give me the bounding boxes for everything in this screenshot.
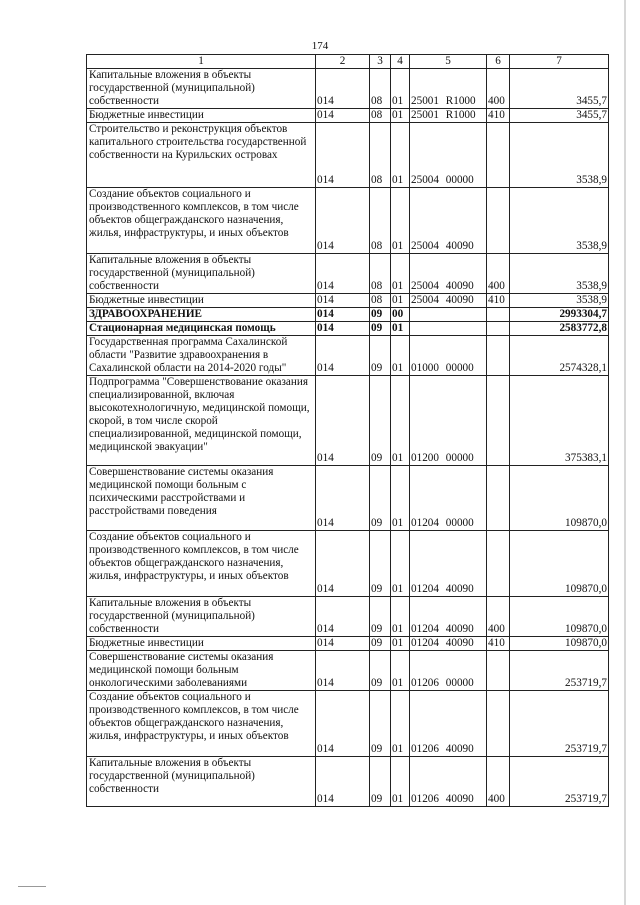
scan-foot-mark — [18, 886, 46, 887]
table-row — [87, 691, 609, 757]
table-row — [87, 308, 609, 322]
row-amount: 3455,7 — [510, 109, 609, 123]
row-subsection-code: 00 — [391, 308, 410, 322]
row-subsection-code: 01 — [391, 691, 410, 757]
row-expense-type: 400 — [487, 757, 510, 807]
row-name: Создание объектов социального и производственного комплексов, в том числе объектов общегражданского назначения, жилья, инфраструктуры, и иных объектов — [87, 691, 316, 757]
row-name: Создание объектов социального и производственного комплексов, в том числе объектов общегражданского назначения, жилья, инфраструктуры, и иных объектов — [87, 188, 316, 254]
header-col-2: 2 — [316, 55, 370, 69]
page-number: 174 — [311, 40, 329, 52]
row-subsection-code: 01 — [391, 69, 410, 109]
row-expense-type — [487, 336, 510, 376]
row-target-code: 01204 40090 — [410, 531, 487, 597]
row-section-code: 09 — [370, 376, 391, 466]
row-section-code: 09 — [370, 637, 391, 651]
row-subsection-code: 01 — [391, 637, 410, 651]
header-col-1: 1 — [87, 55, 316, 69]
row-target-code: 25004 40090 — [410, 188, 487, 254]
table-row — [87, 336, 609, 376]
row-target-code: 01000 00000 — [410, 336, 487, 376]
row-section-code: 09 — [370, 691, 391, 757]
row-name: Совершенствование системы оказания медицинской помощи больным с психическими расстройствами и расстройствами поведения — [87, 466, 316, 531]
table-row — [87, 531, 609, 597]
row-target-code: 25004 00000 — [410, 123, 487, 188]
row-name: Бюджетные инвестиции — [87, 637, 316, 651]
row-subsection-code: 01 — [391, 757, 410, 807]
row-expense-type — [487, 188, 510, 254]
row-section-code: 09 — [370, 336, 391, 376]
table-row — [87, 254, 609, 294]
table-row — [87, 597, 609, 637]
row-ministry-code: 014 — [316, 123, 370, 188]
row-subsection-code: 01 — [391, 294, 410, 308]
row-section-code: 09 — [370, 466, 391, 531]
row-ministry-code: 014 — [316, 757, 370, 807]
row-subsection-code: 01 — [391, 531, 410, 597]
row-expense-type: 400 — [487, 69, 510, 109]
row-target-code: 01206 40090 — [410, 691, 487, 757]
row-name: Бюджетные инвестиции — [87, 109, 316, 123]
table-row — [87, 376, 609, 466]
row-subsection-code: 01 — [391, 322, 410, 336]
row-target-code: 01204 40090 — [410, 637, 487, 651]
row-name: Капитальные вложения в объекты государственной (муниципальной) собственности — [87, 254, 316, 294]
row-name: Совершенствование системы оказания медицинской помощи больным онкологическими заболеваниями — [87, 651, 316, 691]
row-subsection-code: 01 — [391, 188, 410, 254]
row-expense-type — [487, 466, 510, 531]
header-col-6: 6 — [487, 55, 510, 69]
row-ministry-code: 014 — [316, 109, 370, 123]
table-row — [87, 466, 609, 531]
row-name: Капитальные вложения в объекты государственной (муниципальной) собственности — [87, 69, 316, 109]
row-name: Стационарная медицинская помощь — [87, 322, 316, 336]
scan-edge-shadow — [624, 0, 626, 905]
row-subsection-code: 01 — [391, 376, 410, 466]
row-amount: 253719,7 — [510, 651, 609, 691]
row-ministry-code: 014 — [316, 637, 370, 651]
row-expense-type — [487, 376, 510, 466]
row-amount: 253719,7 — [510, 757, 609, 807]
row-section-code: 09 — [370, 531, 391, 597]
row-amount: 375383,1 — [510, 376, 609, 466]
header-col-5: 5 — [410, 55, 487, 69]
row-section-code: 08 — [370, 254, 391, 294]
row-target-code: 25004 40090 — [410, 254, 487, 294]
table-row — [87, 651, 609, 691]
row-amount: 2583772,8 — [510, 322, 609, 336]
table-row — [87, 123, 609, 188]
row-subsection-code: 01 — [391, 254, 410, 294]
row-name: Капитальные вложения в объекты государственной (муниципальной) собственности — [87, 757, 316, 807]
row-section-code: 09 — [370, 757, 391, 807]
row-subsection-code: 01 — [391, 466, 410, 531]
row-ministry-code: 014 — [316, 336, 370, 376]
row-amount: 3538,9 — [510, 188, 609, 254]
row-amount: 109870,0 — [510, 597, 609, 637]
row-amount: 2574328,1 — [510, 336, 609, 376]
row-target-code: 01204 00000 — [410, 466, 487, 531]
row-ministry-code: 014 — [316, 69, 370, 109]
row-ministry-code: 014 — [316, 188, 370, 254]
row-subsection-code: 01 — [391, 597, 410, 637]
header-col-3: 3 — [370, 55, 391, 69]
row-name: Капитальные вложения в объекты государственной (муниципальной) собственности — [87, 597, 316, 637]
row-target-code: 25004 40090 — [410, 294, 487, 308]
row-ministry-code: 014 — [316, 308, 370, 322]
row-amount: 3455,7 — [510, 69, 609, 109]
row-target-code: 01206 40090 — [410, 757, 487, 807]
row-target-code: 01200 00000 — [410, 376, 487, 466]
row-section-code: 09 — [370, 308, 391, 322]
row-expense-type: 410 — [487, 637, 510, 651]
row-section-code: 08 — [370, 294, 391, 308]
row-amount: 109870,0 — [510, 466, 609, 531]
table-row — [87, 188, 609, 254]
table-row — [87, 322, 609, 336]
budget-table — [86, 54, 609, 807]
row-expense-type: 410 — [487, 294, 510, 308]
row-target-code: 01206 00000 — [410, 651, 487, 691]
row-amount: 2993304,7 — [510, 308, 609, 322]
row-expense-type — [487, 531, 510, 597]
row-target-code: 01204 40090 — [410, 597, 487, 637]
row-name: ЗДРАВООХРАНЕНИЕ — [87, 308, 316, 322]
table-row — [87, 69, 609, 109]
row-name: Бюджетные инвестиции — [87, 294, 316, 308]
row-ministry-code: 014 — [316, 294, 370, 308]
row-ministry-code: 014 — [316, 691, 370, 757]
row-expense-type: 410 — [487, 109, 510, 123]
row-amount: 3538,9 — [510, 254, 609, 294]
row-amount: 3538,9 — [510, 294, 609, 308]
row-expense-type — [487, 308, 510, 322]
row-expense-type: 400 — [487, 597, 510, 637]
row-target-code — [410, 308, 487, 322]
row-expense-type — [487, 123, 510, 188]
row-name: Государственная программа Сахалинской области "Развитие здравоохранения в Сахалинской области на 2014-2020 годы" — [87, 336, 316, 376]
row-ministry-code: 014 — [316, 254, 370, 294]
row-name: Создание объектов социального и производственного комплексов, в том числе объектов общегражданского назначения, жилья, инфраструктуры, и иных объектов — [87, 531, 316, 597]
row-name: Подпрограмма "Совершенствование оказания специализированной, включая высокотехнологичную, медицинской помощи, скорой, в том числе скорой специализированной, медицинской помощи, медицинской эвакуации" — [87, 376, 316, 466]
row-section-code: 09 — [370, 651, 391, 691]
row-section-code: 08 — [370, 123, 391, 188]
row-amount: 109870,0 — [510, 531, 609, 597]
row-ministry-code: 014 — [316, 322, 370, 336]
table-row — [87, 637, 609, 651]
row-expense-type: 400 — [487, 254, 510, 294]
table-row — [87, 294, 609, 308]
row-amount: 109870,0 — [510, 637, 609, 651]
row-expense-type — [487, 651, 510, 691]
header-row — [87, 55, 609, 69]
row-subsection-code: 01 — [391, 336, 410, 376]
row-subsection-code: 01 — [391, 123, 410, 188]
table-body — [87, 69, 609, 807]
row-target-code: 25001 R1000 — [410, 109, 487, 123]
row-ministry-code: 014 — [316, 466, 370, 531]
row-ministry-code: 014 — [316, 531, 370, 597]
row-expense-type — [487, 322, 510, 336]
row-section-code: 08 — [370, 69, 391, 109]
row-section-code: 09 — [370, 597, 391, 637]
row-name: Строительство и реконструкция объектов капитального строительства государственной собственности на Курильских островах — [87, 123, 316, 188]
header-col-7: 7 — [510, 55, 609, 69]
row-target-code: 25001 R1000 — [410, 69, 487, 109]
row-ministry-code: 014 — [316, 597, 370, 637]
row-ministry-code: 014 — [316, 376, 370, 466]
row-subsection-code: 01 — [391, 109, 410, 123]
row-section-code: 09 — [370, 322, 391, 336]
row-expense-type — [487, 691, 510, 757]
row-section-code: 08 — [370, 188, 391, 254]
row-ministry-code: 014 — [316, 651, 370, 691]
row-section-code: 08 — [370, 109, 391, 123]
row-subsection-code: 01 — [391, 651, 410, 691]
row-amount: 3538,9 — [510, 123, 609, 188]
table-row — [87, 109, 609, 123]
header-col-4: 4 — [391, 55, 410, 69]
table-row — [87, 757, 609, 807]
row-amount: 253719,7 — [510, 691, 609, 757]
row-target-code — [410, 322, 487, 336]
